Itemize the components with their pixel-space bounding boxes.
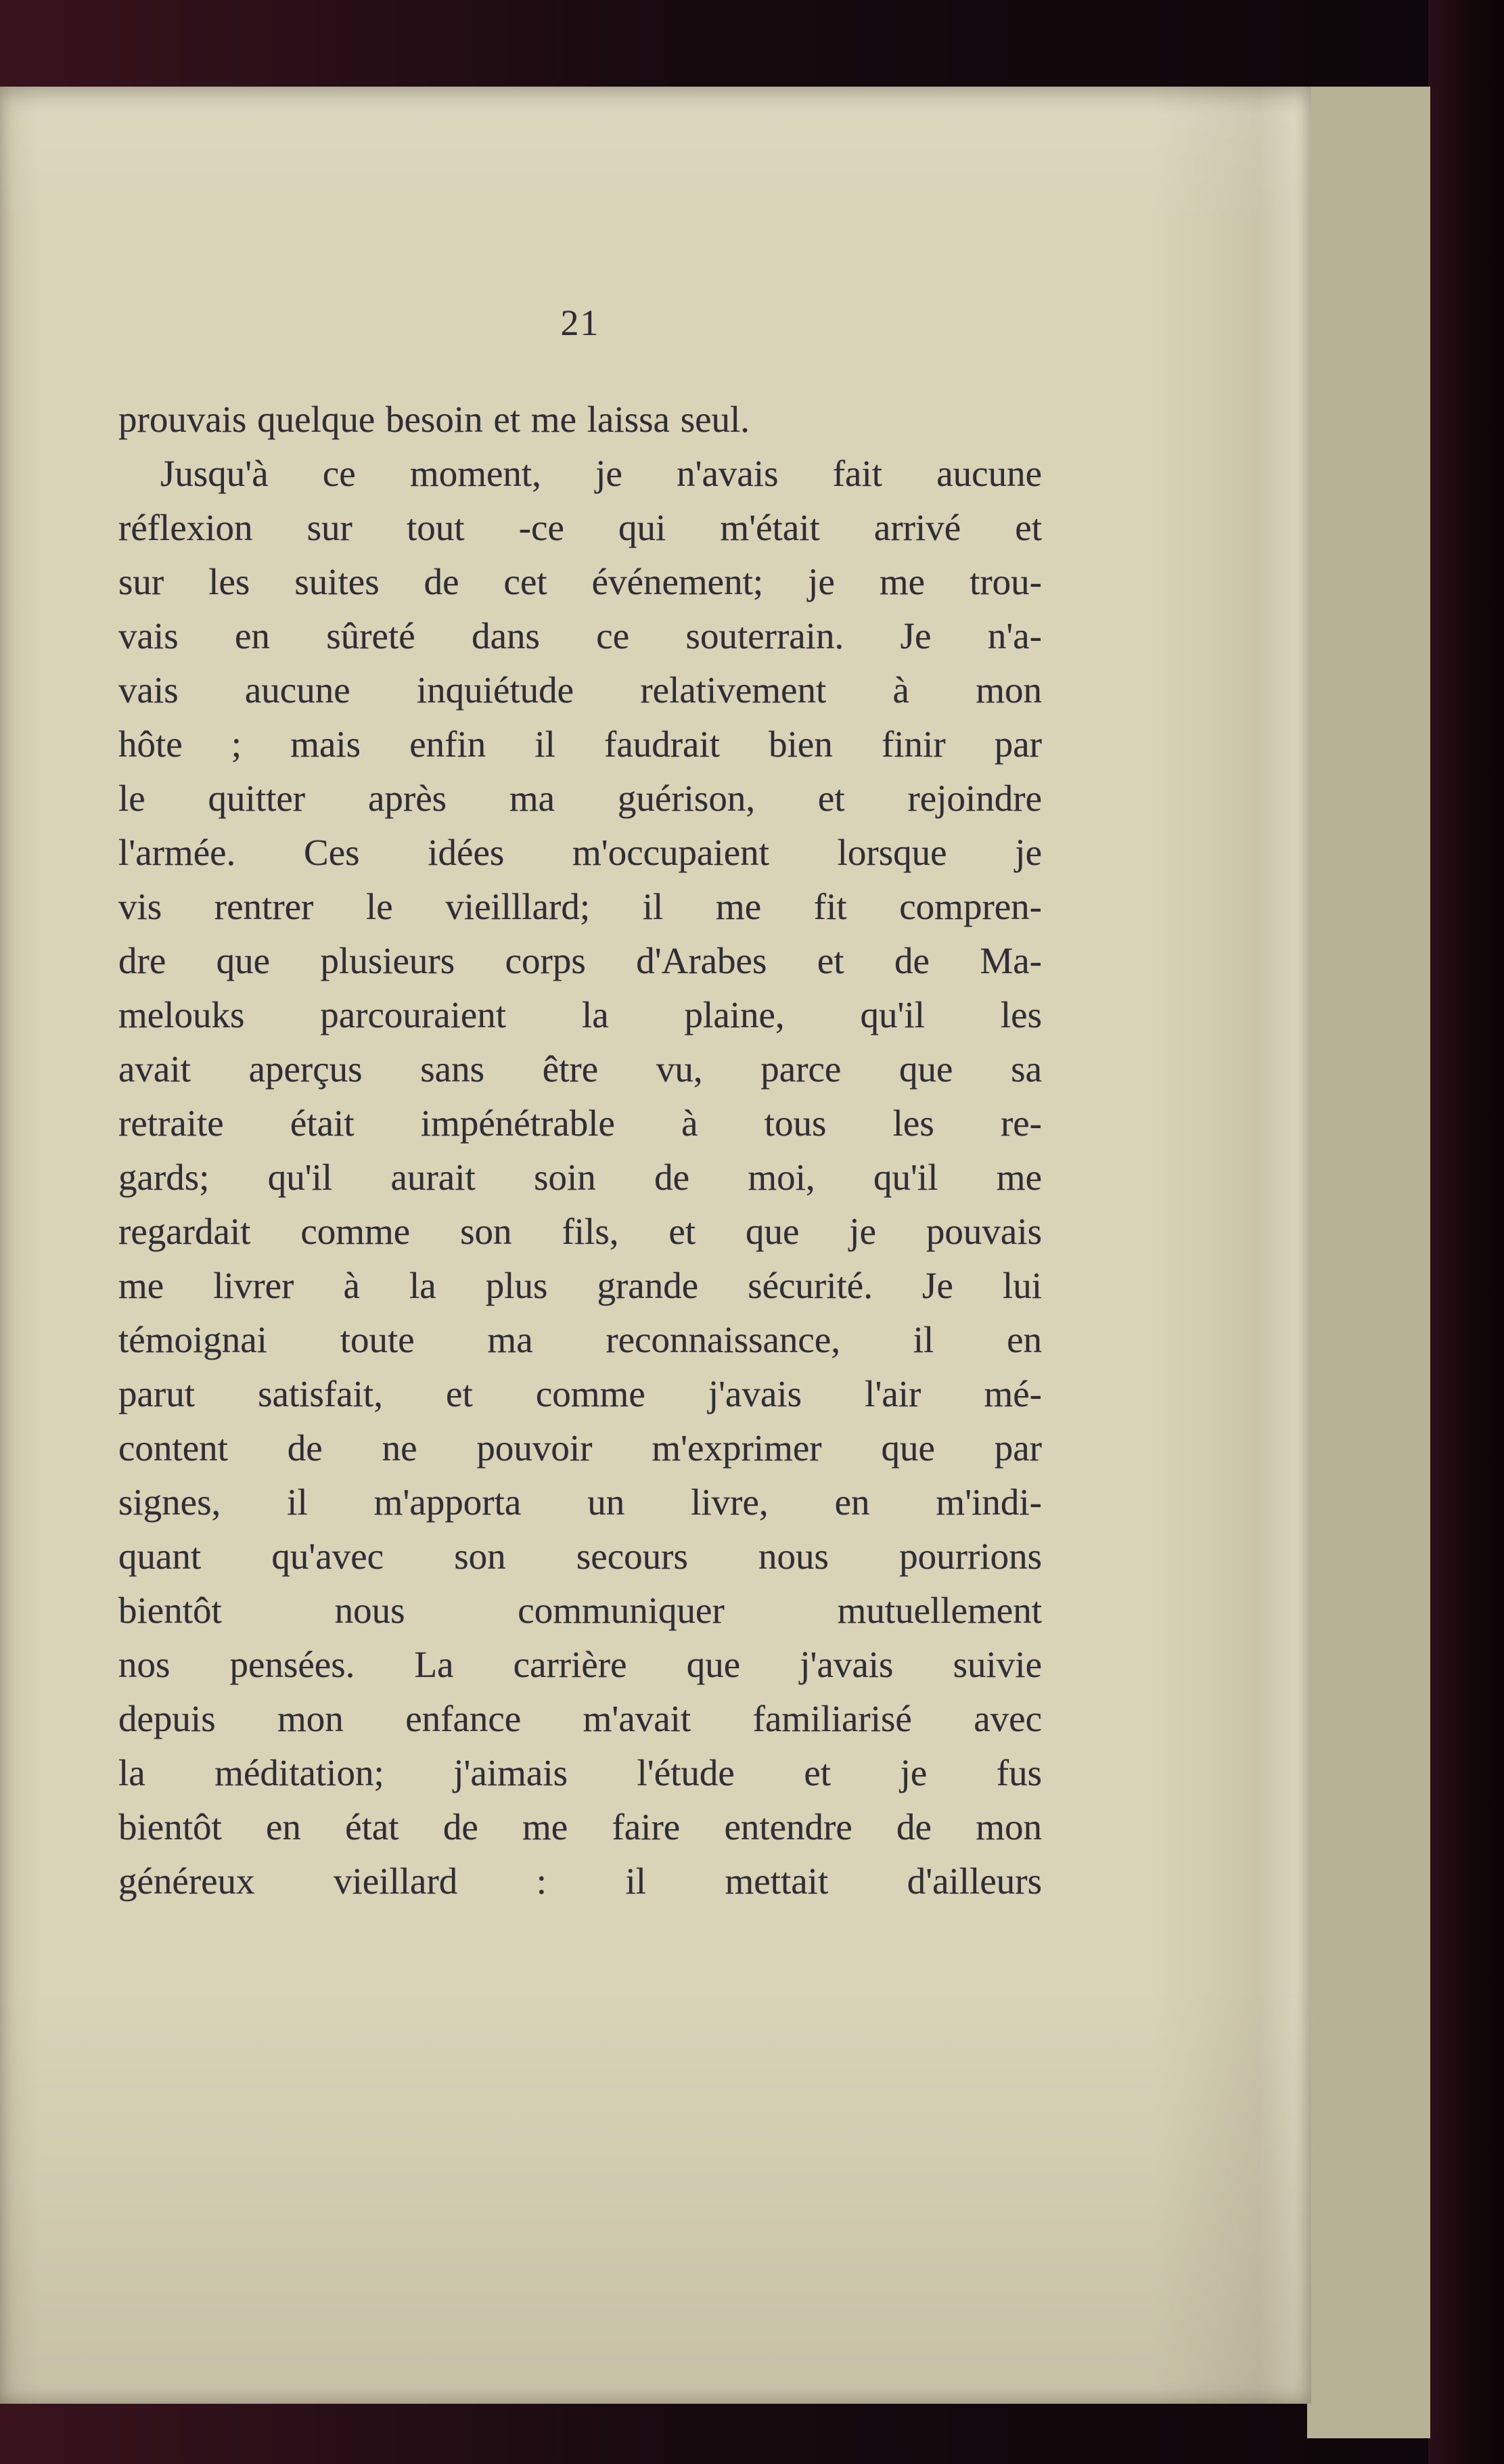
text-line: retraite était impénétrable à tous les re-	[118, 1102, 1042, 1144]
text-line: dre que plusieurs corps d'Arabes et de Ma-	[118, 940, 1042, 981]
text-line: parut satisfait, et comme j'avais l'air mé-	[118, 1373, 1042, 1414]
text-line: témoignai toute ma reconnaissance, il en	[118, 1319, 1042, 1360]
text-line: hôte ; mais enfin il faudrait bien finir par	[118, 723, 1042, 765]
text-line: sur les suites de cet événement; je me trou-	[118, 561, 1042, 602]
text-line: signes, il m'apporta un livre, en m'indi-	[118, 1481, 1042, 1523]
text-line: bientôt nous communiquer mutuellement	[118, 1590, 1042, 1631]
text-line: Jusqu'à ce moment, je n'avais fait aucune	[160, 453, 1042, 494]
text-line: le quitter après ma guérison, et rejoindre	[118, 778, 1042, 819]
text-line: vais en sûreté dans ce souterrain. Je n'a-	[118, 615, 1042, 656]
text-line: l'armée. Ces idées m'occupaient lorsque je	[118, 832, 1042, 873]
page-edges	[1307, 87, 1430, 2438]
text-line: vais aucune inquiétude relativement à mon	[118, 669, 1042, 711]
book-cover-right	[1428, 0, 1504, 2464]
text-line: la méditation; j'aimais l'étude et je fus	[118, 1752, 1042, 1793]
text-line: content de ne pouvoir m'exprimer que par	[118, 1427, 1042, 1469]
text-line: me livrer à la plus grande sécurité. Je lui	[118, 1265, 1042, 1306]
text-line: regardait comme son fils, et que je pouvais	[118, 1211, 1042, 1252]
text-line: avait aperçus sans être vu, parce que sa	[118, 1048, 1042, 1090]
text-line: généreux vieillard : il mettait d'ailleurs	[118, 1860, 1042, 1902]
text-line: melouks parcouraient la plaine, qu'il les	[118, 994, 1042, 1035]
text-line: prouvais quelque besoin et me laissa seul.	[118, 399, 750, 440]
page-text	[118, 393, 1042, 1908]
page-number: 21	[560, 303, 600, 343]
text-line: vis rentrer le vieilllard; il me fit compren-	[118, 886, 1042, 927]
book-page	[0, 87, 1311, 2404]
text-line: quant qu'avec son secours nous pourrions	[118, 1536, 1042, 1577]
text-line: bientôt en état de me faire entendre de mon	[118, 1806, 1042, 1847]
text-line: depuis mon enfance m'avait familiarisé avec	[118, 1698, 1042, 1739]
text-line: gards; qu'il aurait soin de moi, qu'il me	[118, 1157, 1042, 1198]
text-line: réflexion sur tout -ce qui m'était arrivé et	[118, 507, 1042, 548]
text-line: nos pensées. La carrière que j'avais suivie	[118, 1644, 1042, 1685]
